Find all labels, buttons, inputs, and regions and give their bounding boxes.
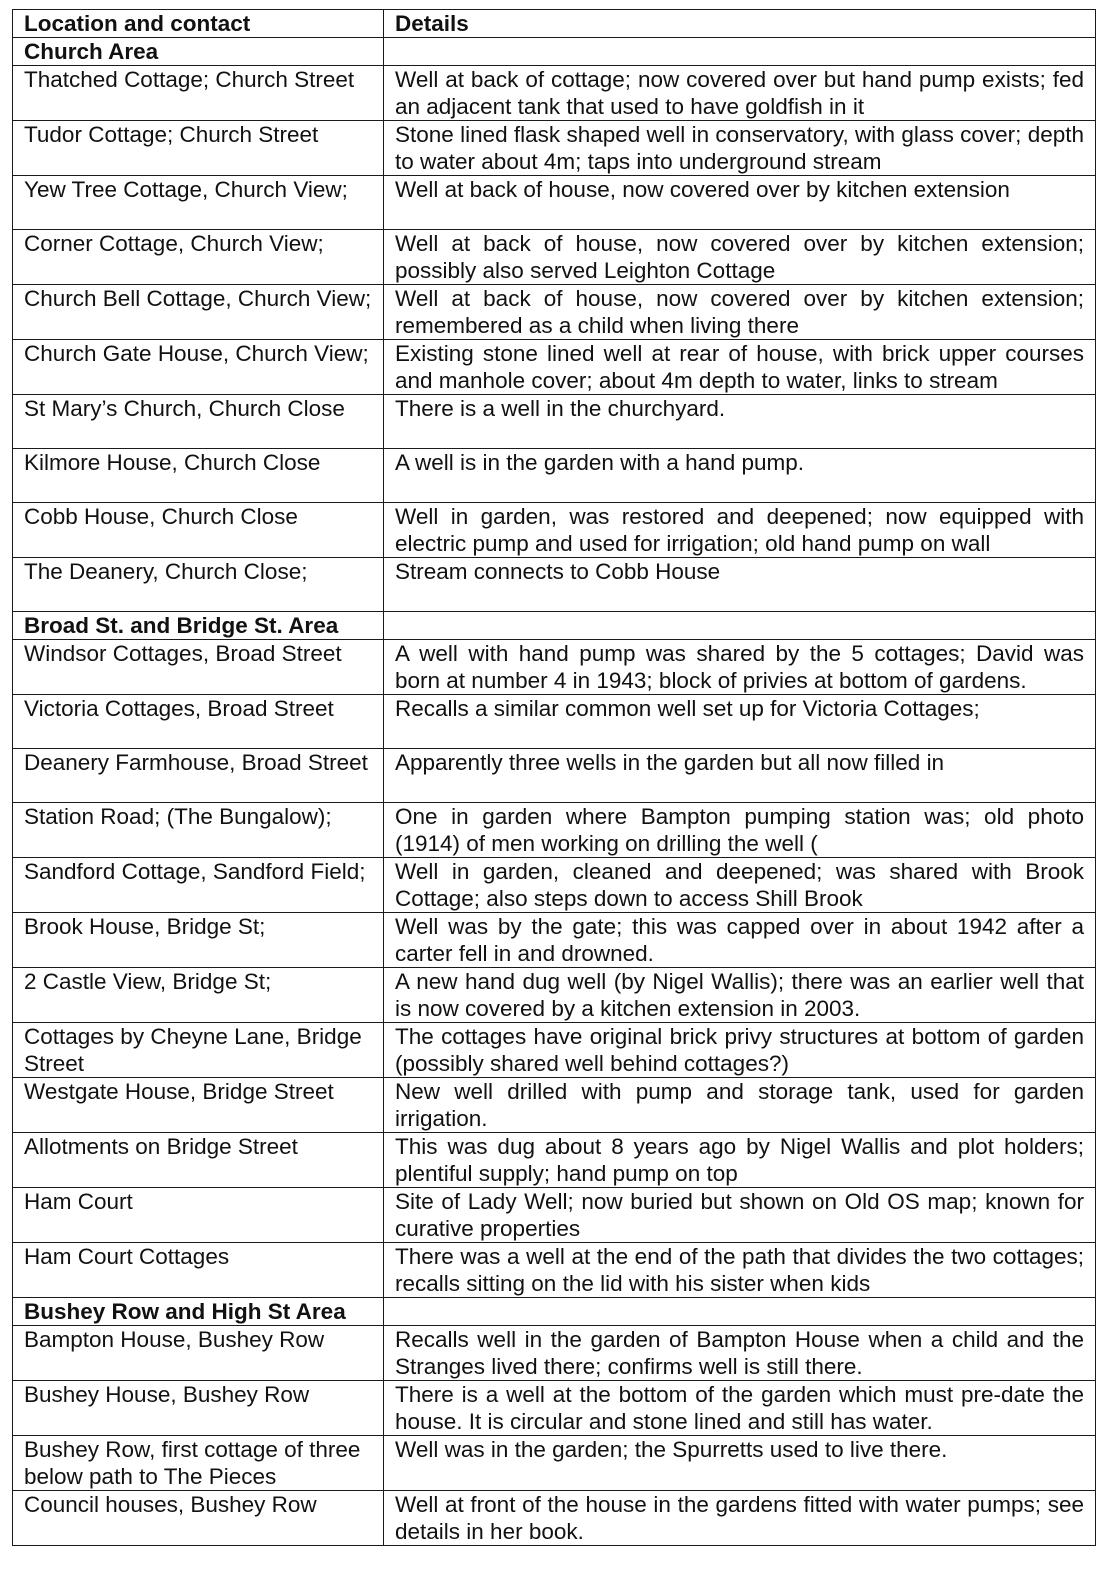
table-row [13, 858, 1096, 913]
details-cell: Recalls a similar common well set up for Victoria Cottages; [384, 695, 1096, 749]
details-cell: Well was by the gate; this was capped over in about 1942 after a carter fell in and drowned. [384, 913, 1096, 968]
location-cell: Bushey Row, first cottage of three below path to The Pieces [13, 1436, 384, 1491]
table-row [13, 558, 1096, 612]
location-cell: Cottages by Cheyne Lane, Bridge Street [13, 1023, 384, 1078]
details-cell: The cottages have original brick privy structures at bottom of garden (possibly shared well behind cottages?) [384, 1023, 1096, 1078]
location-cell: Yew Tree Cottage, Church View; [13, 176, 384, 230]
details-cell: There is a well in the churchyard. [384, 395, 1096, 449]
details-cell: Apparently three wells in the garden but all now filled in [384, 749, 1096, 803]
location-cell: Westgate House, Bridge Street [13, 1078, 384, 1133]
table-row [13, 1133, 1096, 1188]
location-cell: Church Bell Cottage, Church View; [13, 285, 384, 340]
table-row [13, 1023, 1096, 1078]
section-heading-row [13, 38, 1096, 66]
details-cell: Stream connects to Cobb House [384, 558, 1096, 612]
table-header-row [13, 10, 1096, 38]
details-cell [384, 612, 1096, 640]
section-heading-row [13, 612, 1096, 640]
table-row [13, 395, 1096, 449]
details-cell: Well in garden, cleaned and deepened; was shared with Brook Cottage; also steps down to access Shill Brook [384, 858, 1096, 913]
location-cell: Brook House, Bridge St; [13, 913, 384, 968]
details-cell: A well is in the garden with a hand pump. [384, 449, 1096, 503]
table-row [13, 503, 1096, 558]
location-cell: Deanery Farmhouse, Broad Street [13, 749, 384, 803]
details-cell: One in garden where Bampton pumping station was; old photo (1914) of men working on drilling the well ( [384, 803, 1096, 858]
section-heading-row [13, 1298, 1096, 1326]
details-cell: Site of Lady Well; now buried but shown on Old OS map; known for curative properties [384, 1188, 1096, 1243]
details-cell [384, 38, 1096, 66]
details-cell: Recalls well in the garden of Bampton House when a child and the Stranges lived there; confirms well is still there. [384, 1326, 1096, 1381]
table-row [13, 1436, 1096, 1491]
details-cell: Well was in the garden; the Spurretts used to live there. [384, 1436, 1096, 1491]
table-row [13, 749, 1096, 803]
details-cell [384, 1298, 1096, 1326]
location-cell: Tudor Cottage; Church Street [13, 121, 384, 176]
location-cell: Station Road; (The Bungalow); [13, 803, 384, 858]
location-cell: Council houses, Bushey Row [13, 1491, 384, 1546]
location-cell: Victoria Cottages, Broad Street [13, 695, 384, 749]
details-cell: There is a well at the bottom of the garden which must pre-date the house. It is circular and stone lined and still has water. [384, 1381, 1096, 1436]
table-body [13, 38, 1096, 1546]
table-row [13, 640, 1096, 695]
details-cell: Well at front of the house in the gardens fitted with water pumps; see details in her book. [384, 1491, 1096, 1546]
details-cell: New well drilled with pump and storage tank, used for garden irrigation. [384, 1078, 1096, 1133]
location-cell: Bushey House, Bushey Row [13, 1381, 384, 1436]
table-row [13, 1491, 1096, 1546]
table-row [13, 176, 1096, 230]
details-cell: Well at back of cottage; now covered over but hand pump exists; fed an adjacent tank that used to have goldfish in it [384, 66, 1096, 121]
location-cell: Ham Court Cottages [13, 1243, 384, 1298]
table-row [13, 230, 1096, 285]
table-row [13, 1381, 1096, 1436]
location-column-header: Location and contact [13, 10, 384, 38]
details-cell: Well at back of house, now covered over by kitchen extension [384, 176, 1096, 230]
table-row [13, 449, 1096, 503]
details-cell: Well at back of house, now covered over by kitchen extension; remembered as a child when living there [384, 285, 1096, 340]
location-cell: Thatched Cottage; Church Street [13, 66, 384, 121]
section-title: Bushey Row and High St Area [13, 1298, 384, 1326]
table-row [13, 968, 1096, 1023]
table-row [13, 121, 1096, 176]
location-cell: Sandford Cottage, Sandford Field; [13, 858, 384, 913]
location-cell: The Deanery, Church Close; [13, 558, 384, 612]
location-cell: Bampton House, Bushey Row [13, 1326, 384, 1381]
table-row [13, 285, 1096, 340]
table-row [13, 695, 1096, 749]
table-row [13, 340, 1096, 395]
table-row [13, 1188, 1096, 1243]
wells-table [12, 9, 1096, 1546]
table-row [13, 66, 1096, 121]
details-cell: Well at back of house, now covered over by kitchen extension; possibly also served Leighton Cottage [384, 230, 1096, 285]
table-row [13, 1078, 1096, 1133]
details-cell: A well with hand pump was shared by the 5 cottages; David was born at number 4 in 1943; block of privies at bottom of gardens. [384, 640, 1096, 695]
table-row [13, 803, 1096, 858]
location-cell: Kilmore House, Church Close [13, 449, 384, 503]
location-cell: Church Gate House, Church View; [13, 340, 384, 395]
location-cell: Ham Court [13, 1188, 384, 1243]
details-cell: This was dug about 8 years ago by Nigel Wallis and plot holders; plentiful supply; hand pump on top [384, 1133, 1096, 1188]
location-cell: Cobb House, Church Close [13, 503, 384, 558]
details-cell: A new hand dug well (by Nigel Wallis); there was an earlier well that is now covered by a kitchen extension in 2003. [384, 968, 1096, 1023]
table-row [13, 1326, 1096, 1381]
section-title: Church Area [13, 38, 384, 66]
section-title: Broad St. and Bridge St. Area [13, 612, 384, 640]
details-cell: Stone lined flask shaped well in conservatory, with glass cover; depth to water about 4m; taps into underground stream [384, 121, 1096, 176]
details-column-header: Details [384, 10, 1096, 38]
location-cell: St Mary’s Church, Church Close [13, 395, 384, 449]
details-cell: Existing stone lined well at rear of house, with brick upper courses and manhole cover; about 4m depth to water, links to stream [384, 340, 1096, 395]
location-cell: Corner Cottage, Church View; [13, 230, 384, 285]
location-cell: Windsor Cottages, Broad Street [13, 640, 384, 695]
table-row [13, 1243, 1096, 1298]
table-row [13, 913, 1096, 968]
location-cell: 2 Castle View, Bridge St; [13, 968, 384, 1023]
details-cell: Well in garden, was restored and deepened; now equipped with electric pump and used for irrigation; old hand pump on wall [384, 503, 1096, 558]
location-cell: Allotments on Bridge Street [13, 1133, 384, 1188]
details-cell: There was a well at the end of the path that divides the two cottages; recalls sitting on the lid with his sister when kids [384, 1243, 1096, 1298]
